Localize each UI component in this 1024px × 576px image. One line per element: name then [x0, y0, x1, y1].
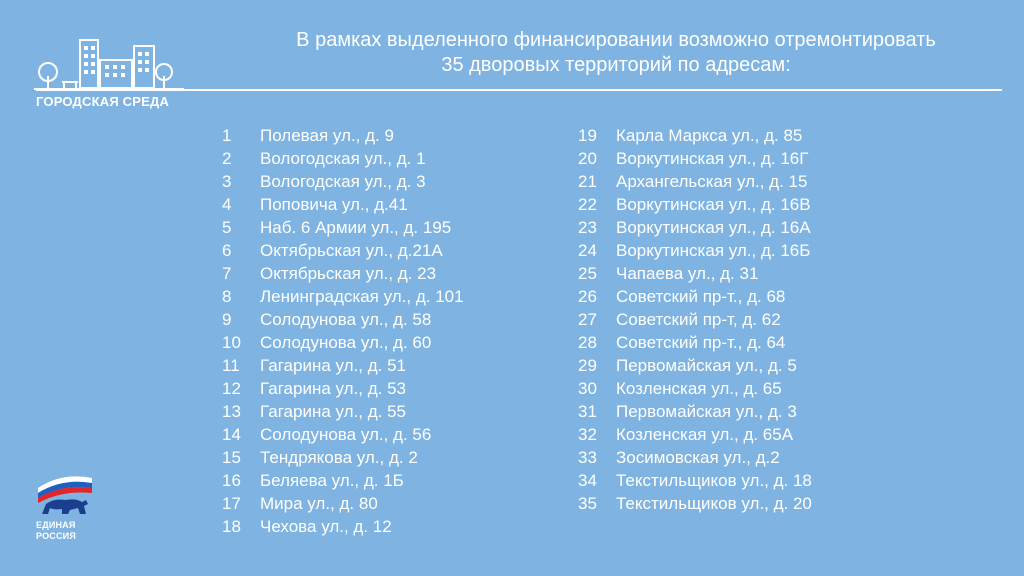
item-address: Октябрьская ул., д. 23 [260, 263, 437, 283]
list-item [222, 193, 464, 216]
list-item [578, 216, 812, 239]
item-address: Тендрякова ул., д. 2 [260, 447, 418, 467]
list-item [578, 147, 812, 170]
flag-bear-icon [36, 470, 96, 516]
edinaya-rossiya-logo [36, 470, 96, 540]
item-number: 18 [222, 516, 241, 536]
list-item [578, 492, 812, 515]
item-address: Советский пр-т, д. 62 [616, 309, 781, 329]
item-number: 15 [222, 447, 241, 467]
item-number: 10 [222, 332, 241, 352]
item-address: Вологодская ул., д. 1 [260, 148, 426, 168]
item-address: Козленская ул., д. 65 [616, 378, 782, 398]
item-number: 23 [578, 217, 597, 237]
item-number: 25 [578, 263, 597, 283]
gorodskaya-sreda-logo [34, 32, 194, 112]
title-divider [36, 89, 1002, 91]
item-address: Ленинградская ул., д. 101 [260, 286, 464, 306]
list-item [222, 147, 464, 170]
list-item [222, 469, 464, 492]
item-number: 16 [222, 470, 241, 490]
item-address: Козленская ул., д. 65А [616, 424, 794, 444]
list-item [222, 216, 464, 239]
item-address: Поповича ул., д.41 [260, 194, 408, 214]
item-address: Советский пр-т., д. 64 [616, 332, 786, 352]
list-item [578, 193, 812, 216]
item-number: 17 [222, 493, 241, 513]
item-number: 5 [222, 217, 232, 237]
item-number: 31 [578, 401, 597, 421]
item-address: Октябрьская ул., д.21А [260, 240, 443, 260]
list-item [578, 170, 812, 193]
list-item [222, 515, 464, 538]
item-address: Гагарина ул., д. 55 [260, 401, 406, 421]
item-address: Воркутинская ул., д. 16Г [616, 148, 809, 168]
item-number: 32 [578, 424, 597, 444]
item-address: Наб. 6 Армии ул., д. 195 [260, 217, 452, 237]
item-address: Воркутинская ул., д. 16Б [616, 240, 811, 260]
list-item [222, 354, 464, 377]
party-name-line-2: РОССИЯ [36, 531, 77, 541]
title-line-1: В рамках выделенного финансировании возможно отремонтировать [296, 29, 936, 51]
list-item [222, 239, 464, 262]
address-list-right [578, 124, 812, 515]
item-address: Советский пр-т., д. 68 [616, 286, 786, 306]
item-address: Солодунова ул., д. 56 [260, 424, 432, 444]
list-item [578, 331, 812, 354]
item-number: 12 [222, 378, 241, 398]
list-item [222, 446, 464, 469]
item-address: Карла Маркса ул., д. 85 [616, 125, 803, 145]
list-item [222, 308, 464, 331]
list-item [578, 308, 812, 331]
item-number: 33 [578, 447, 597, 467]
item-address: Гагарина ул., д. 53 [260, 378, 406, 398]
list-item [222, 492, 464, 515]
item-address: Полевая ул., д. 9 [260, 125, 394, 145]
list-item [578, 262, 812, 285]
list-item [578, 423, 812, 446]
item-number: 8 [222, 286, 232, 306]
item-number: 29 [578, 355, 597, 375]
list-item [222, 331, 464, 354]
item-number: 6 [222, 240, 232, 260]
item-number: 22 [578, 194, 597, 214]
list-item [222, 124, 464, 147]
item-address: Архангельская ул., д. 15 [616, 171, 808, 191]
item-address: Зосимовская ул., д.2 [616, 447, 780, 467]
item-number: 30 [578, 378, 597, 398]
item-number: 1 [222, 125, 232, 145]
item-address: Мира ул., д. 80 [260, 493, 378, 513]
item-address: Чехова ул., д. 12 [260, 516, 392, 536]
item-number: 7 [222, 263, 232, 283]
item-number: 19 [578, 125, 597, 145]
item-number: 26 [578, 286, 597, 306]
item-address: Воркутинская ул., д. 16В [616, 194, 811, 214]
item-number: 21 [578, 171, 597, 191]
item-number: 35 [578, 493, 597, 513]
item-address: Первомайская ул., д. 3 [616, 401, 797, 421]
item-number: 13 [222, 401, 241, 421]
item-address: Текстильщиков ул., д. 18 [616, 470, 812, 490]
item-number: 24 [578, 240, 597, 260]
item-number: 9 [222, 309, 232, 329]
item-number: 11 [222, 355, 240, 375]
party-name-line-1: ЕДИНАЯ [36, 520, 76, 530]
list-item [578, 354, 812, 377]
item-number: 14 [222, 424, 241, 444]
list-item [578, 446, 812, 469]
item-address: Вологодская ул., д. 3 [260, 171, 426, 191]
item-number: 2 [222, 148, 232, 168]
item-number: 34 [578, 470, 597, 490]
list-item [222, 170, 464, 193]
list-item [222, 423, 464, 446]
list-item [222, 285, 464, 308]
list-item [578, 377, 812, 400]
item-address: Беляева ул., д. 1Б [260, 470, 404, 490]
brand-name: ГОРОДСКАЯ СРЕДА [36, 94, 170, 109]
item-address: Чапаева ул., д. 31 [616, 263, 759, 283]
list-item [222, 377, 464, 400]
list-item [578, 239, 812, 262]
item-address: Гагарина ул., д. 51 [260, 355, 406, 375]
item-number: 4 [222, 194, 232, 214]
item-address: Первомайская ул., д. 5 [616, 355, 797, 375]
address-list-left [222, 124, 464, 538]
list-item [578, 469, 812, 492]
item-number: 27 [578, 309, 597, 329]
item-number: 20 [578, 148, 597, 168]
list-item [578, 400, 812, 423]
list-item [578, 124, 812, 147]
item-number: 3 [222, 171, 232, 191]
item-address: Текстильщиков ул., д. 20 [616, 493, 812, 513]
item-address: Воркутинская ул., д. 16А [616, 217, 811, 237]
list-item [222, 262, 464, 285]
page-title [236, 28, 996, 78]
list-item [578, 285, 812, 308]
item-address: Солодунова ул., д. 58 [260, 309, 432, 329]
city-skyline-icon [34, 32, 194, 94]
item-number: 28 [578, 332, 597, 352]
list-item [222, 400, 464, 423]
item-address: Солодунова ул., д. 60 [260, 332, 432, 352]
title-line-2: 35 дворовых территорий по адресам: [441, 54, 791, 76]
